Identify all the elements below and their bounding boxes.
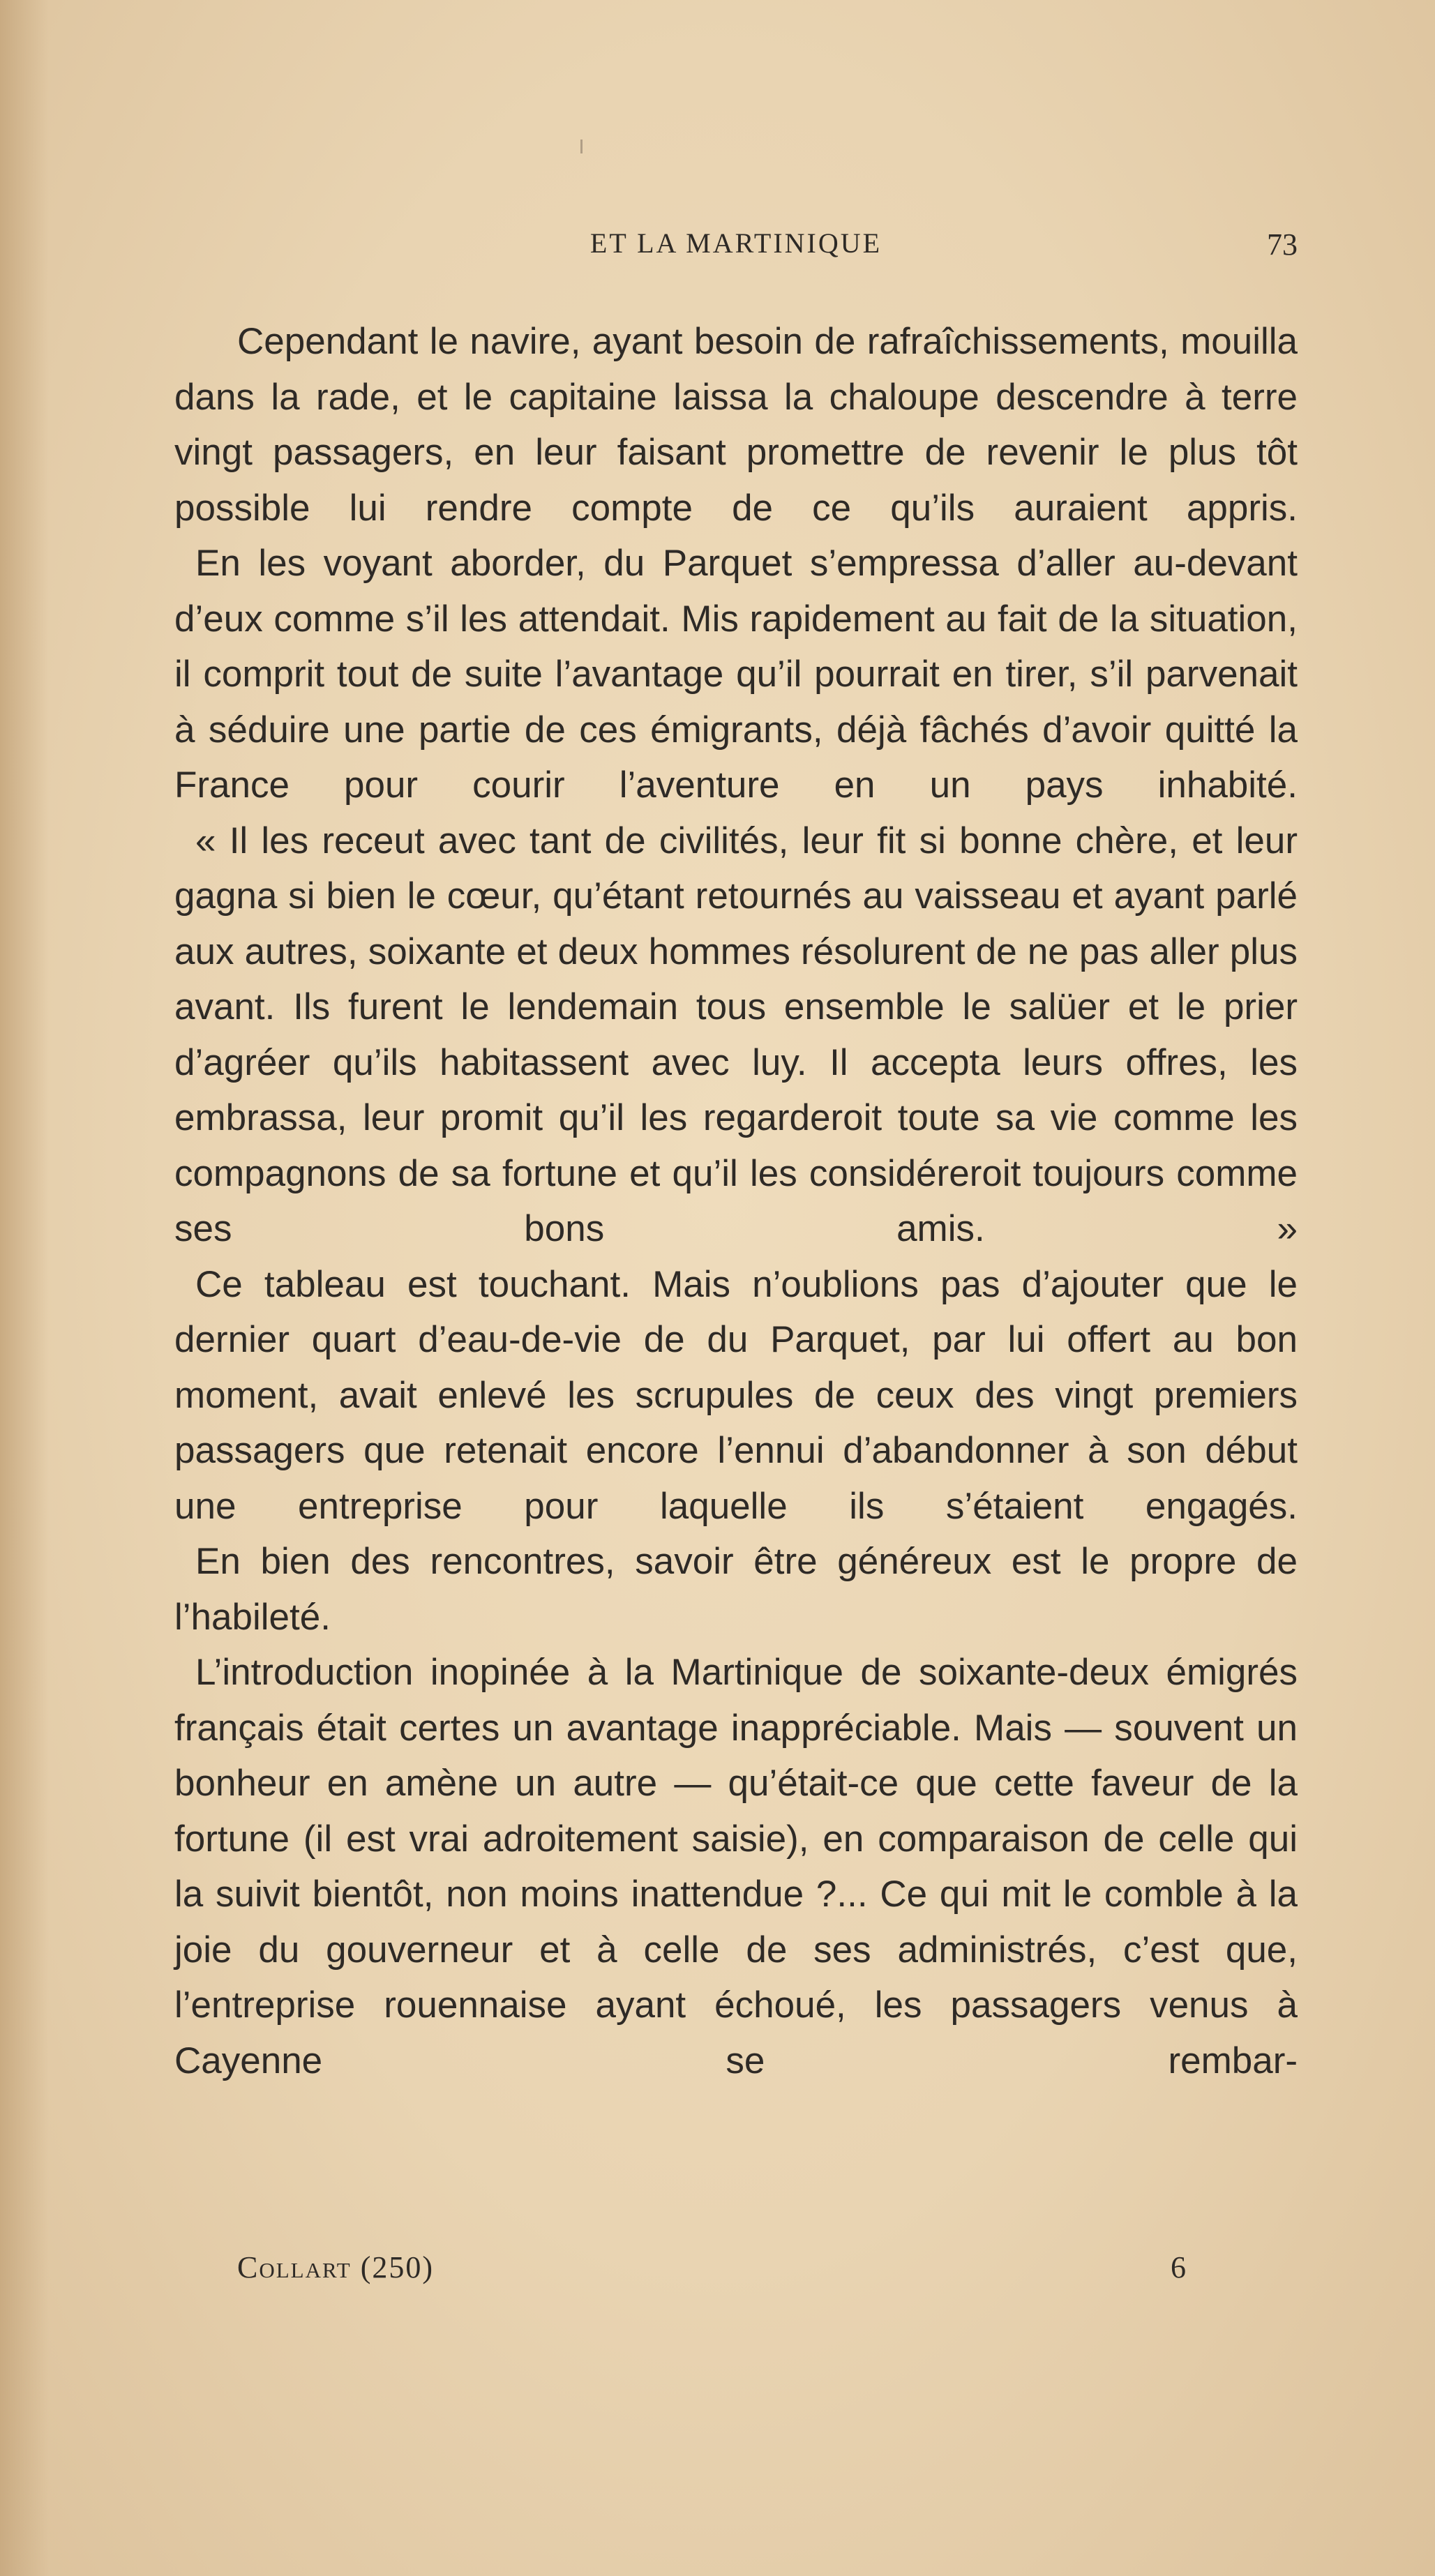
printer-signature: Collart (250) bbox=[237, 2250, 435, 2284]
paragraph: « Il les receut avec tant de civilités, leur fit si bonne chère, et leur gagna si bien le cœur, qu’étant retournés au vaisseau et ayant parlé aux autres, soixante et deux hommes résolurent de ne pas aller plus avant. Ils furent le lendemain tous ensemble le salüer et le prier d’agréer qu’ils habitassent avec luy. Il accepta leurs offres, les embrassa, leur promit qu’il les regarderoit toute sa vie comme les compagnons de sa fortune et qu’il les considéreroit toujours comme ses bons amis. » bbox=[174, 820, 1298, 1249]
paragraph: En bien des rencontres, savoir être généreux est le propre de l’habileté. bbox=[174, 1541, 1298, 1638]
page-footer bbox=[237, 2250, 1186, 2291]
running-head: ET LA MARTINIQUE bbox=[589, 227, 882, 259]
print-mark bbox=[580, 140, 583, 153]
sheet-number: 6 bbox=[1171, 2250, 1186, 2284]
page-header bbox=[174, 227, 1298, 269]
paragraph: Ce tableau est touchant. Mais n’oublions pas d’ajouter que le dernier quart d’eau-de-vie de du Parquet, par lui offert au bon moment, avait enlevé les scrupules de ceux des vingt premiers passagers que retenait encore l’ennui d’abandonner à son début une entreprise pour laquelle ils s’étaient engagés. bbox=[174, 1263, 1298, 1527]
page-number: 73 bbox=[1267, 227, 1298, 262]
paragraph: Cependant le navire, ayant besoin de rafraîchissements, mouilla dans la rade, et le capitaine laissa la chaloupe descendre à terre vingt passagers, en leur faisant promettre de revenir le plus tôt possible lui rendre compte de ce qu’ils auraient appris. bbox=[174, 321, 1298, 529]
page-body bbox=[174, 314, 1298, 2088]
paragraph: En les voyant aborder, du Parquet s’empressa d’aller au-devant d’eux comme s’il les attendait. Mis rapidement au fait de la situation, il comprit tout de suite l’avantage qu’il pourrait en tirer, s’il parvenait à séduire une partie de ces émigrants, déjà fâchés d’avoir quitté la France pour courir l’aventure en un pays inhabité. bbox=[174, 543, 1298, 806]
page-edge-shadow bbox=[0, 0, 49, 2576]
paragraph: L’introduction inopinée à la Martinique de soixante-deux émigrés français était certes un avantage inappréciable. Mais — souvent un bonheur en amène un autre — qu’était-ce que cette faveur de la fortune (il est vrai adroitement saisie), en comparaison de celle qui la suivit bientôt, non moins inattendue ?... Ce qui mit le comble à la joie du gouverneur et à celle de ses administrés, c’est que, l’entreprise rouennaise ayant échoué, les passagers venus à Cayenne se rembar- bbox=[174, 1652, 1298, 2081]
